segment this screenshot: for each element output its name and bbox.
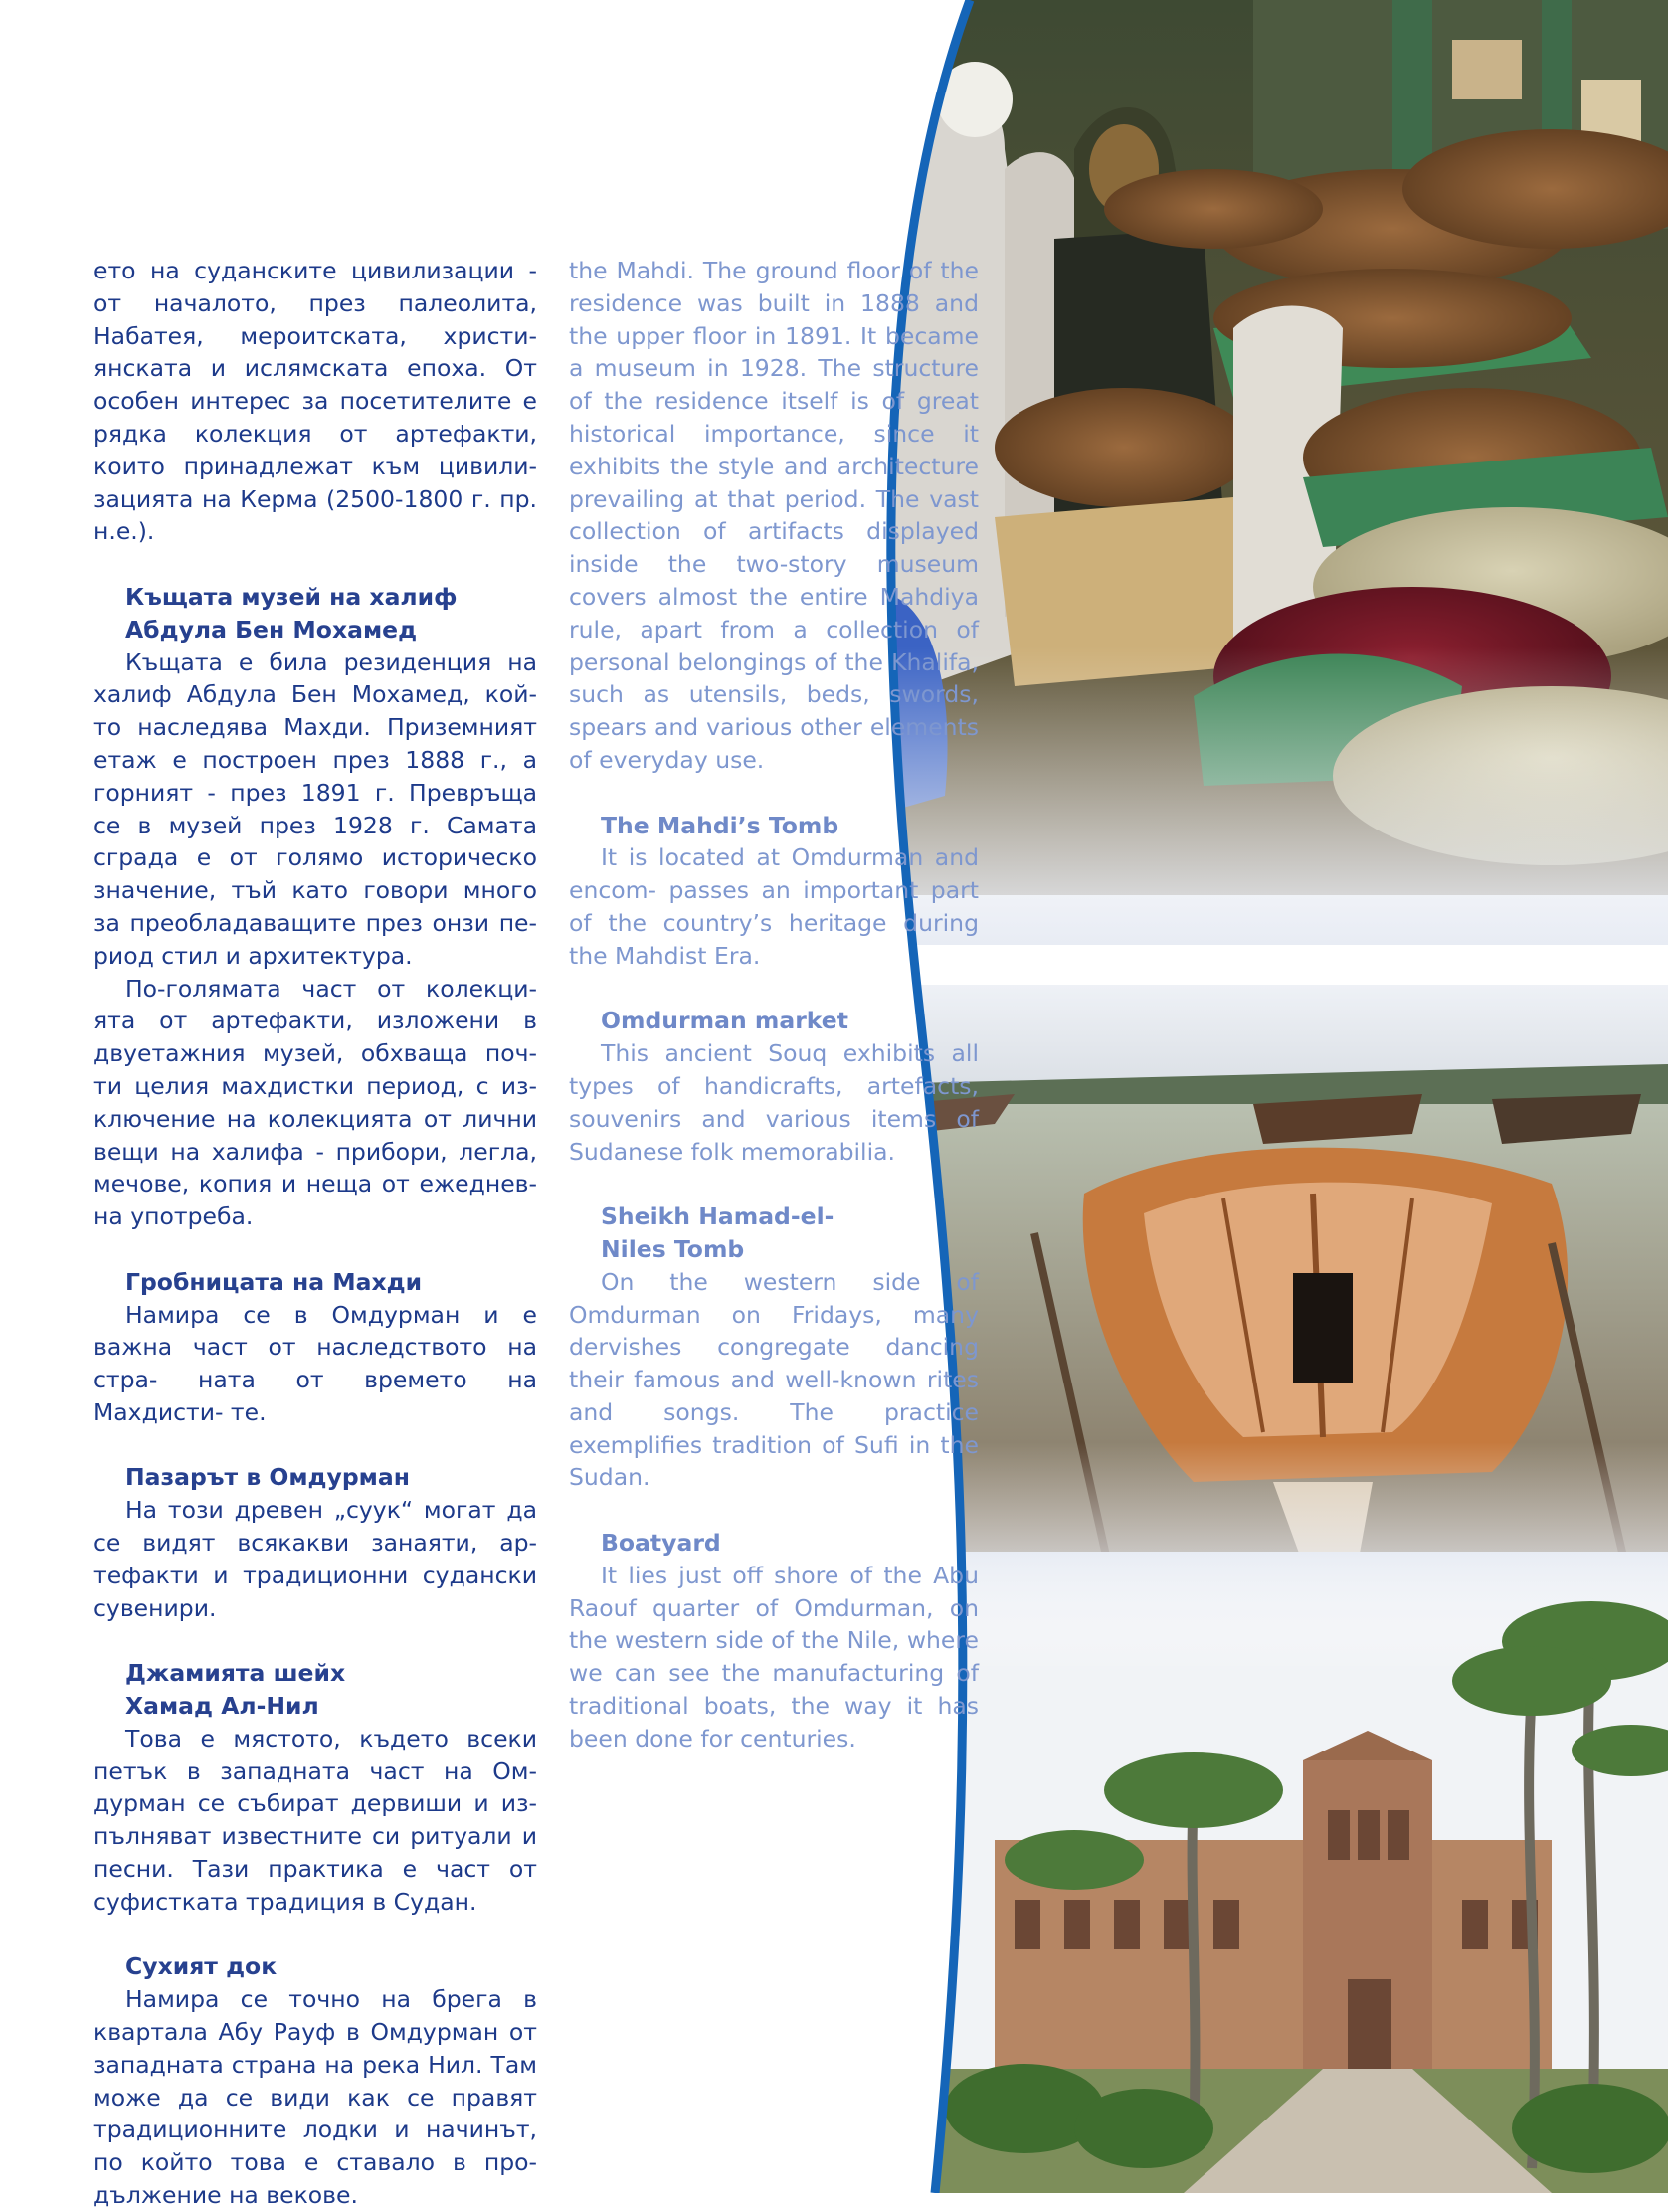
- paragraph-khalifa-house-bg-1: Къщата е била резиденция на халиф Абдула Бен Мохамед, кой- то наследява Махди. Приземният етаж е построен през 1888 г., а горният - през 1891 г. Превръща се в музей през 1928 г. Самата сграда е от голямо историческо значение, тъй като говори много за преобладаващите през онзи пе- риод стил и архитектура.: [93, 647, 537, 970]
- english-column: [569, 255, 979, 1755]
- heading-boatyard-en: Boatyard: [601, 1529, 721, 1558]
- heading-line: Sheikh Hamad-el-: [601, 1202, 834, 1231]
- heading-line: Абдула Бен Мохамед: [125, 615, 418, 644]
- heading-mosque-bg: [93, 1657, 537, 1723]
- heading-mahdi-tomb-bg: Гробницата на Махди: [125, 1267, 423, 1296]
- paragraph-boatyard-en: It lies just off shore of the Abu Raouf quarter of Omdurman, on the western side of the Nile, where we can see the manufacturing of traditional boats, the way it has been done for centuries.: [569, 1561, 979, 1752]
- heading-line: Niles Tomb: [601, 1234, 745, 1263]
- paragraph-mosque-bg: Това е мястото, където всеки петък в западната част на Ом- дурман се събират дервиши и из- пълняват известните си ритуали и песни. Тази практика е част от суфистката традиция в Судан.: [93, 1724, 537, 1916]
- bulgarian-intro: ето на суданските цивилизации - от началото, през палеолита, Набатея, мероитската, христи- янската и ислямската епоха. От особен интерес за посетителите е рядка колекция от артефакти, които принадлежат към цивили- зацията на Керма (2500-1800 г. пр. н.е.).: [93, 257, 537, 546]
- paragraph-market-en: This ancient Souq exhibits all types of handicrafts, artefacts, souvenirs and various items of Sudanese folk memorabilia.: [569, 1039, 979, 1166]
- paragraph-sheikh-tomb-en: On the western side of Omdurman on Fridays, many dervishes congregate dancing their famous and well-known rites and songs. The practice exemplifies tradition of Sufi in the Sudan.: [569, 1267, 979, 1492]
- heading-market-bg: Пазарът в Омдурман: [125, 1463, 410, 1492]
- heading-sheikh-tomb-en: [569, 1200, 979, 1266]
- heading-khalifa-house-bg: [93, 581, 537, 646]
- paragraph-mahdi-tomb-en: It is located at Omdurman and encom- passes an important part of the country’s heritage during the Mahdist Era.: [569, 843, 979, 970]
- paragraph-market-bg: На този древен „суук“ могат да се видят всякакви занаяти, ар- тефакти и традиционни судански сувенири.: [93, 1496, 537, 1622]
- heading-line: Хамад Ал-Нил: [125, 1692, 319, 1721]
- heading-line: Джамията шейх: [125, 1659, 346, 1688]
- bulgarian-column: [93, 255, 537, 2212]
- heading-mahdi-tomb-en: The Mahdi’s Tomb: [601, 811, 839, 839]
- heading-market-en: Omdurman market: [601, 1007, 848, 1035]
- english-intro: the Mahdi. The ground floor of the residence was built in 1888 and the upper floor in 1891. It became a museum in 1928. The structure of the residence itself is of great historical importance, since it exhibits the style and architecture prevailing at that period. The vast collection of artifacts displayed inside the two-story museum covers almost the entire Mahdiya rule, apart from a collection of personal belongings of the Khalifa, such as utensils, beds, swords, spears and various other elements of everyday use.: [569, 257, 979, 774]
- heading-dock-bg: Сухият док: [125, 1952, 278, 1981]
- paragraph-khalifa-house-bg-2: По-голямата част от колекци- ята от артефакти, изложени в двуетажния музей, обхваща поч- ти целия махдистки период, с из- ключение на колекцията от лични вещи на халифа - прибори, легла, мечове, копия и неща от ежеднев- на употреба.: [93, 974, 537, 1231]
- heading-line: Къщата музей на халиф: [125, 582, 458, 611]
- paragraph-mahdi-tomb-bg: Намира се в Омдурман и е важна част от наследството на стра- ната от времето на Махдисти- те.: [93, 1300, 537, 1426]
- paragraph-dock-bg: Намира се точно на брега в квартала Абу Рауф в Омдурман от западната страна на река Нил. Там може да се види как се правят традиционните лодки и начинът, по който това е ставало в про- дължение на векове.: [93, 1985, 537, 2210]
